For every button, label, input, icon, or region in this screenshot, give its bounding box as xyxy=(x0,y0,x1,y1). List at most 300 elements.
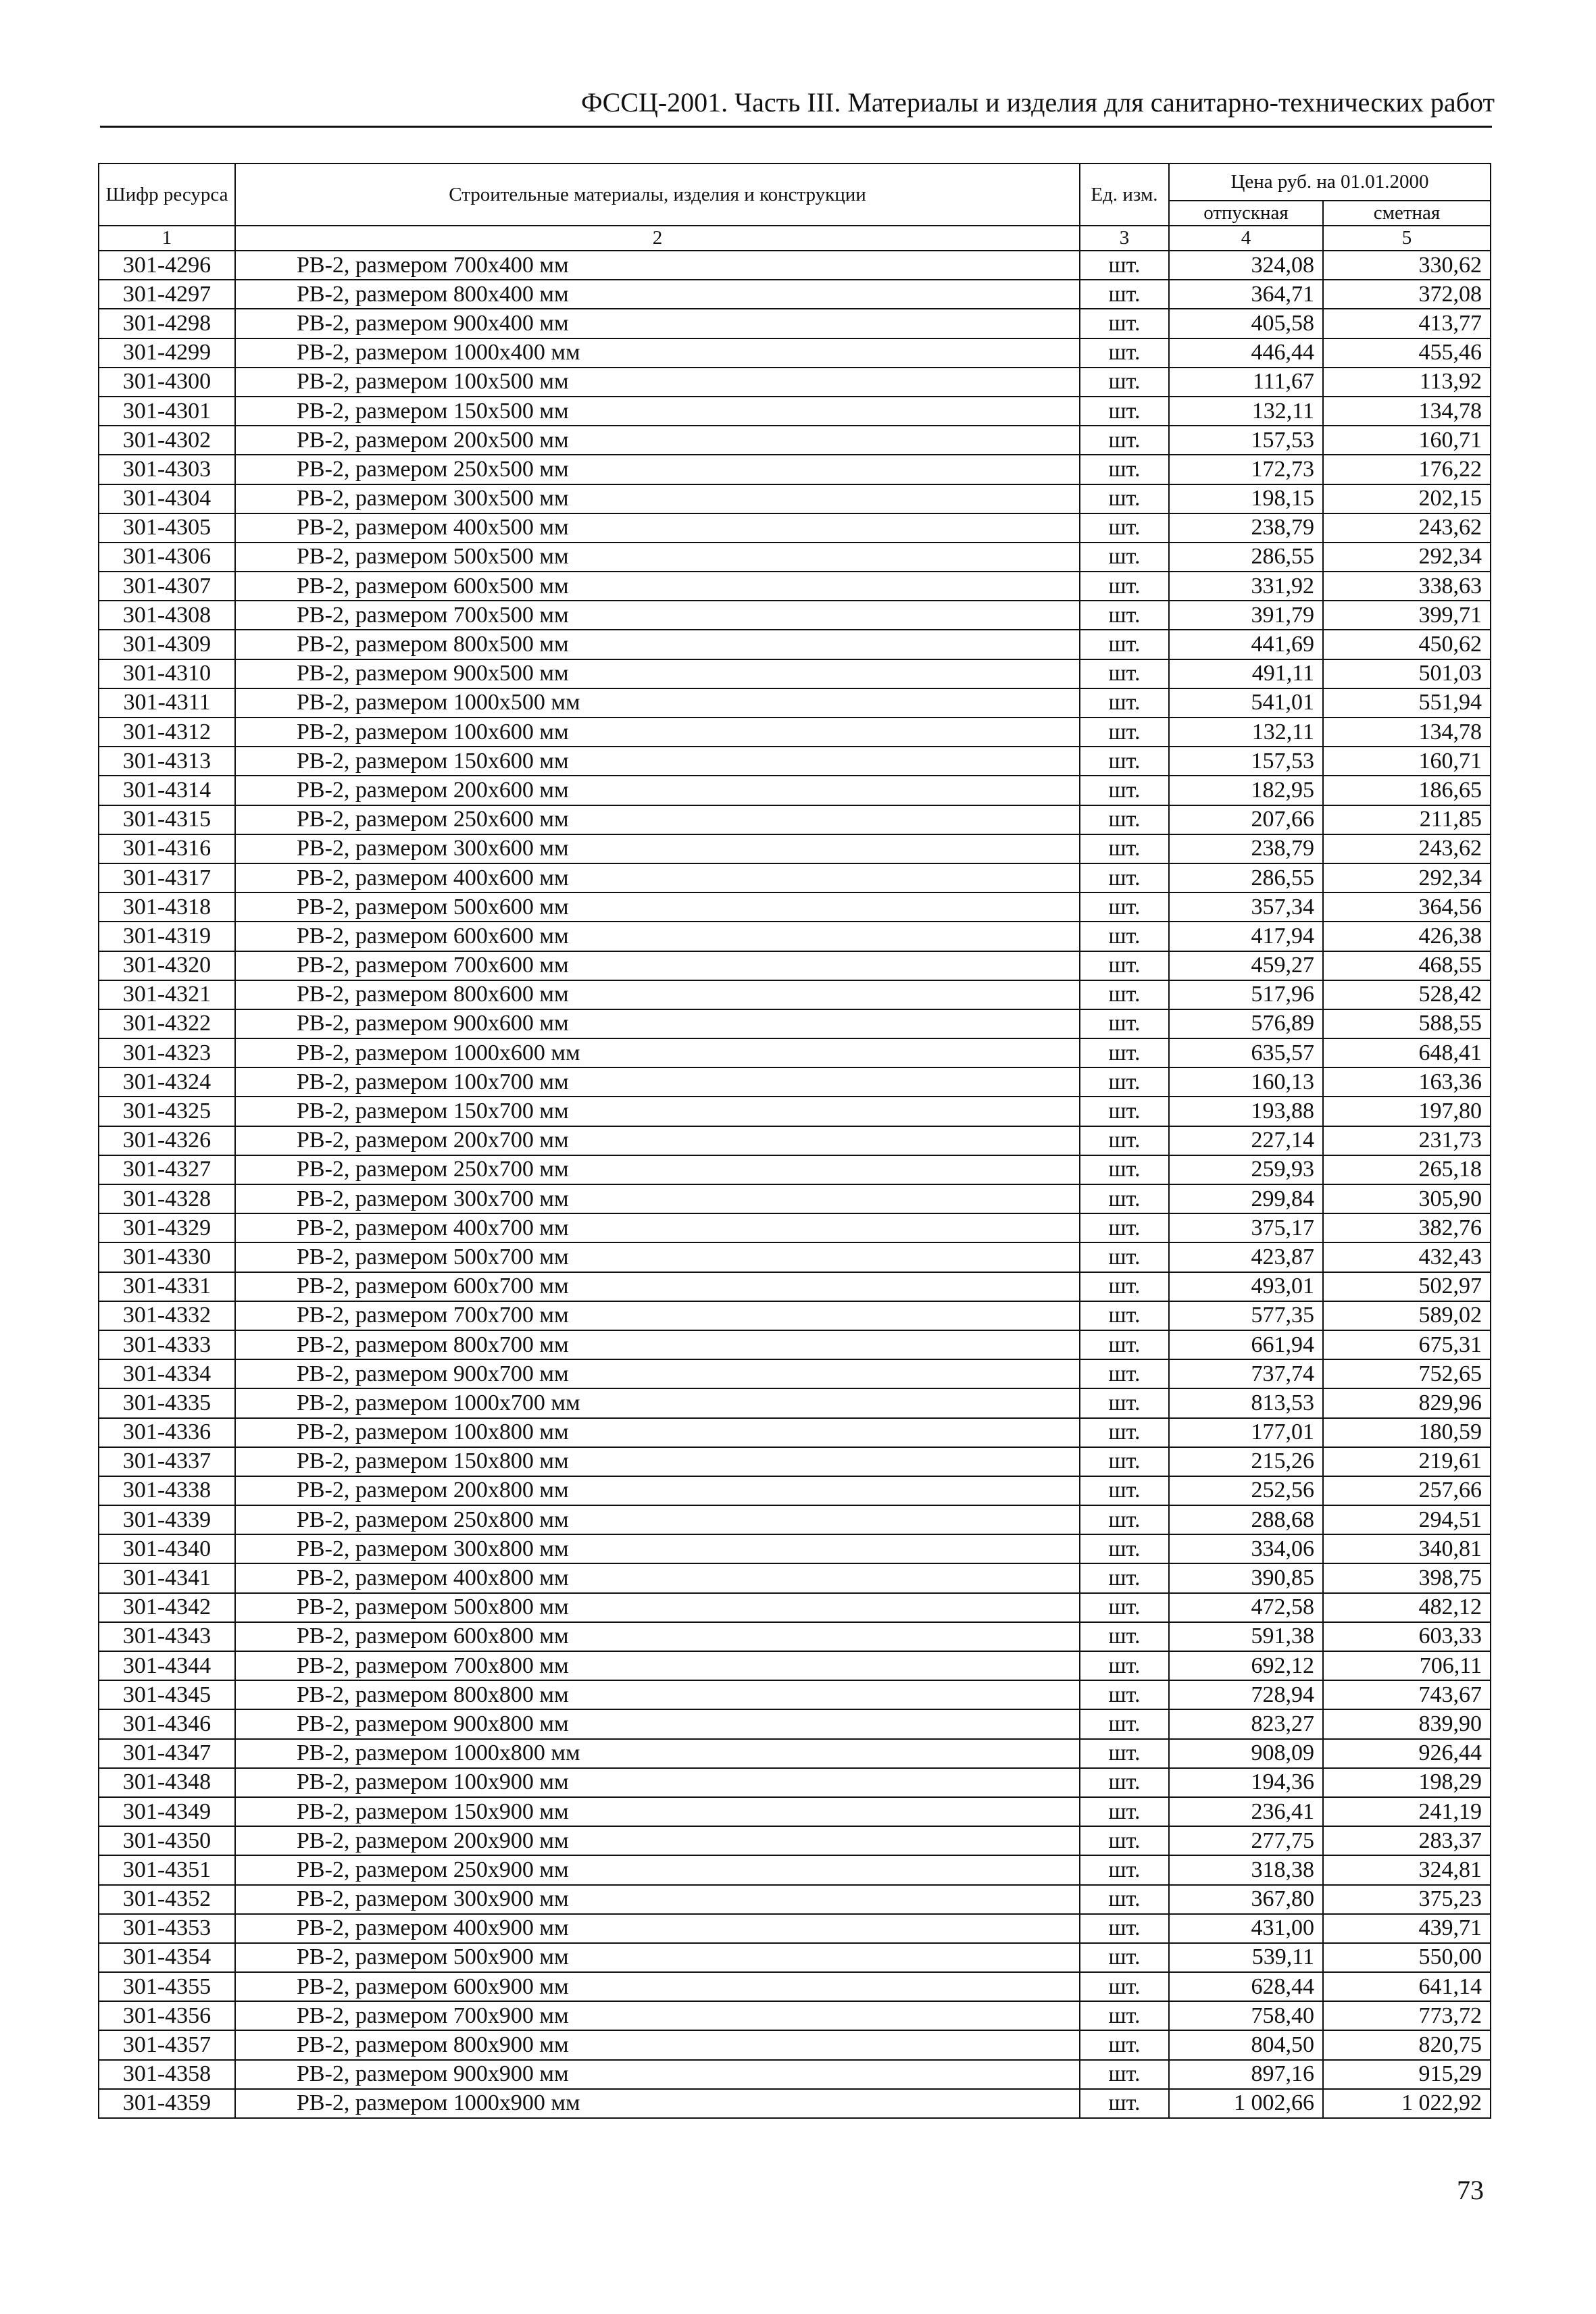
material-name-cell: РВ-2, размером 600х900 мм xyxy=(235,1972,1080,2001)
resource-code-cell: 301-4335 xyxy=(99,1388,235,1417)
release-price-cell: 182,95 xyxy=(1169,776,1323,805)
material-name-cell: РВ-2, размером 100х600 мм xyxy=(235,718,1080,747)
resource-code-cell: 301-4310 xyxy=(99,659,235,688)
resource-code-cell: 301-4340 xyxy=(99,1534,235,1563)
table-row xyxy=(99,2089,1491,2118)
estimate-price-cell: 1 022,92 xyxy=(1323,2089,1491,2118)
table-row xyxy=(99,368,1491,397)
release-price-cell: 111,67 xyxy=(1169,368,1323,397)
release-price-cell: 132,11 xyxy=(1169,397,1323,426)
unit-cell: шт. xyxy=(1080,1184,1169,1213)
resource-code-cell: 301-4334 xyxy=(99,1359,235,1388)
estimate-price-cell: 134,78 xyxy=(1323,397,1491,426)
unit-cell: шт. xyxy=(1080,2089,1169,2118)
page-number: 73 xyxy=(1457,2175,1484,2205)
resource-code-cell: 301-4313 xyxy=(99,747,235,776)
table-row xyxy=(99,1213,1491,1242)
estimate-price-cell: 752,65 xyxy=(1323,1359,1491,1388)
resource-code-cell: 301-4345 xyxy=(99,1680,235,1709)
estimate-price-cell: 243,62 xyxy=(1323,834,1491,863)
release-price-cell: 635,57 xyxy=(1169,1038,1323,1067)
material-name-cell: РВ-2, размером 100х900 мм xyxy=(235,1768,1080,1797)
table-row xyxy=(99,2030,1491,2059)
table-row xyxy=(99,1563,1491,1592)
unit-cell: шт. xyxy=(1080,1709,1169,1738)
material-name-cell: РВ-2, размером 900х800 мм xyxy=(235,1709,1080,1738)
estimate-price-cell: 603,33 xyxy=(1323,1622,1491,1651)
unit-cell: шт. xyxy=(1080,688,1169,718)
material-name-cell: РВ-2, размером 200х600 мм xyxy=(235,776,1080,805)
estimate-price-cell: 439,71 xyxy=(1323,1914,1491,1943)
release-price-cell: 1 002,66 xyxy=(1169,2089,1323,2118)
material-name-cell: РВ-2, размером 150х800 мм xyxy=(235,1447,1080,1476)
estimate-price-cell: 426,38 xyxy=(1323,922,1491,951)
table-row xyxy=(99,1680,1491,1709)
release-price-cell: 405,58 xyxy=(1169,309,1323,338)
material-name-cell: РВ-2, размером 1000х500 мм xyxy=(235,688,1080,718)
release-price-cell: 172,73 xyxy=(1169,455,1323,484)
table-row xyxy=(99,513,1491,543)
estimate-price-cell: 211,85 xyxy=(1323,805,1491,834)
release-price-cell: 541,01 xyxy=(1169,688,1323,718)
table-row xyxy=(99,892,1491,922)
table-row xyxy=(99,1330,1491,1359)
table-row xyxy=(99,280,1491,309)
estimate-price-cell: 641,14 xyxy=(1323,1972,1491,2001)
table-row xyxy=(99,2060,1491,2089)
material-name-cell: РВ-2, размером 250х700 мм xyxy=(235,1155,1080,1184)
header-name: Строительные материалы, изделия и конструкции xyxy=(235,164,1080,226)
release-price-cell: 277,75 xyxy=(1169,1826,1323,1855)
release-price-cell: 577,35 xyxy=(1169,1301,1323,1330)
resource-code-cell: 301-4321 xyxy=(99,980,235,1009)
table-row xyxy=(99,1067,1491,1097)
resource-code-cell: 301-4305 xyxy=(99,513,235,543)
table-row xyxy=(99,951,1491,980)
resource-code-cell: 301-4349 xyxy=(99,1797,235,1826)
estimate-price-cell: 241,19 xyxy=(1323,1797,1491,1826)
table-row xyxy=(99,1242,1491,1272)
resource-code-cell: 301-4357 xyxy=(99,2030,235,2059)
unit-cell: шт. xyxy=(1080,1680,1169,1709)
estimate-price-cell: 292,34 xyxy=(1323,543,1491,572)
material-name-cell: РВ-2, размером 500х700 мм xyxy=(235,1242,1080,1272)
unit-cell: шт. xyxy=(1080,251,1169,280)
resource-code-cell: 301-4320 xyxy=(99,951,235,980)
unit-cell: шт. xyxy=(1080,1126,1169,1155)
unit-cell: шт. xyxy=(1080,1826,1169,1855)
estimate-price-cell: 588,55 xyxy=(1323,1009,1491,1038)
unit-cell: шт. xyxy=(1080,1768,1169,1797)
estimate-price-cell: 338,63 xyxy=(1323,572,1491,601)
resource-code-cell: 301-4353 xyxy=(99,1914,235,1943)
unit-cell: шт. xyxy=(1080,513,1169,543)
estimate-price-cell: 839,90 xyxy=(1323,1709,1491,1738)
estimate-price-cell: 160,71 xyxy=(1323,747,1491,776)
unit-cell: шт. xyxy=(1080,280,1169,309)
material-name-cell: РВ-2, размером 250х600 мм xyxy=(235,805,1080,834)
release-price-cell: 431,00 xyxy=(1169,1914,1323,1943)
table-row xyxy=(99,1009,1491,1038)
release-price-cell: 375,17 xyxy=(1169,1213,1323,1242)
estimate-price-cell: 294,51 xyxy=(1323,1505,1491,1534)
estimate-price-cell: 829,96 xyxy=(1323,1388,1491,1417)
resource-code-cell: 301-4333 xyxy=(99,1330,235,1359)
resource-code-cell: 301-4324 xyxy=(99,1067,235,1097)
resource-code-cell: 301-4298 xyxy=(99,309,235,338)
resource-code-cell: 301-4332 xyxy=(99,1301,235,1330)
header-unit: Ед. изм. xyxy=(1080,164,1169,226)
estimate-price-cell: 589,02 xyxy=(1323,1301,1491,1330)
resource-code-cell: 301-4304 xyxy=(99,484,235,513)
material-name-cell: РВ-2, размером 400х500 мм xyxy=(235,513,1080,543)
unit-cell: шт. xyxy=(1080,1009,1169,1038)
release-price-cell: 493,01 xyxy=(1169,1272,1323,1301)
unit-cell: шт. xyxy=(1080,1885,1169,1914)
estimate-price-cell: 468,55 xyxy=(1323,951,1491,980)
material-name-cell: РВ-2, размером 300х600 мм xyxy=(235,834,1080,863)
release-price-cell: 367,80 xyxy=(1169,1885,1323,1914)
release-price-cell: 823,27 xyxy=(1169,1709,1323,1738)
estimate-price-cell: 743,67 xyxy=(1323,1680,1491,1709)
unit-cell: шт. xyxy=(1080,1797,1169,1826)
release-price-cell: 194,36 xyxy=(1169,1768,1323,1797)
resource-code-cell: 301-4308 xyxy=(99,601,235,630)
table-body xyxy=(99,251,1491,2118)
material-name-cell: РВ-2, размером 900х600 мм xyxy=(235,1009,1080,1038)
unit-cell: шт. xyxy=(1080,397,1169,426)
estimate-price-cell: 372,08 xyxy=(1323,280,1491,309)
resource-code-cell: 301-4300 xyxy=(99,368,235,397)
column-number: 3 xyxy=(1080,226,1169,251)
release-price-cell: 390,85 xyxy=(1169,1563,1323,1592)
unit-cell: шт. xyxy=(1080,863,1169,892)
unit-cell: шт. xyxy=(1080,2001,1169,2030)
estimate-price-cell: 330,62 xyxy=(1323,251,1491,280)
estimate-price-cell: 773,72 xyxy=(1323,2001,1491,2030)
release-price-cell: 423,87 xyxy=(1169,1242,1323,1272)
estimate-price-cell: 163,36 xyxy=(1323,1067,1491,1097)
table-row xyxy=(99,572,1491,601)
estimate-price-cell: 926,44 xyxy=(1323,1739,1491,1768)
release-price-cell: 238,79 xyxy=(1169,513,1323,543)
column-number: 5 xyxy=(1323,226,1491,251)
release-price-cell: 517,96 xyxy=(1169,980,1323,1009)
release-price-cell: 286,55 xyxy=(1169,543,1323,572)
unit-cell: шт. xyxy=(1080,630,1169,659)
table-row xyxy=(99,980,1491,1009)
table-row xyxy=(99,309,1491,338)
material-name-cell: РВ-2, размером 300х700 мм xyxy=(235,1184,1080,1213)
release-price-cell: 227,14 xyxy=(1169,1126,1323,1155)
material-name-cell: РВ-2, размером 150х600 мм xyxy=(235,747,1080,776)
table-row xyxy=(99,863,1491,892)
resource-code-cell: 301-4339 xyxy=(99,1505,235,1534)
resource-code-cell: 301-4347 xyxy=(99,1739,235,1768)
material-name-cell: РВ-2, размером 200х900 мм xyxy=(235,1826,1080,1855)
resource-code-cell: 301-4301 xyxy=(99,397,235,426)
release-price-cell: 157,53 xyxy=(1169,747,1323,776)
table-row xyxy=(99,1097,1491,1126)
material-name-cell: РВ-2, размером 900х900 мм xyxy=(235,2060,1080,2089)
estimate-price-cell: 292,34 xyxy=(1323,863,1491,892)
release-price-cell: 728,94 xyxy=(1169,1680,1323,1709)
material-name-cell: РВ-2, размером 600х600 мм xyxy=(235,922,1080,951)
unit-cell: шт. xyxy=(1080,1155,1169,1184)
resource-code-cell: 301-4336 xyxy=(99,1418,235,1447)
material-name-cell: РВ-2, размером 300х500 мм xyxy=(235,484,1080,513)
resource-code-cell: 301-4358 xyxy=(99,2060,235,2089)
unit-cell: шт. xyxy=(1080,455,1169,484)
unit-cell: шт. xyxy=(1080,1972,1169,2001)
table-row xyxy=(99,1272,1491,1301)
resource-code-cell: 301-4323 xyxy=(99,1038,235,1067)
resource-code-cell: 301-4328 xyxy=(99,1184,235,1213)
estimate-price-cell: 399,71 xyxy=(1323,601,1491,630)
table-row xyxy=(99,1855,1491,1884)
unit-cell: шт. xyxy=(1080,1242,1169,1272)
unit-cell: шт. xyxy=(1080,718,1169,747)
estimate-price-cell: 375,23 xyxy=(1323,1885,1491,1914)
estimate-price-cell: 648,41 xyxy=(1323,1038,1491,1067)
release-price-cell: 177,01 xyxy=(1169,1418,1323,1447)
unit-cell: шт. xyxy=(1080,2060,1169,2089)
unit-cell: шт. xyxy=(1080,1651,1169,1680)
column-number: 2 xyxy=(235,226,1080,251)
material-name-cell: РВ-2, размером 150х700 мм xyxy=(235,1097,1080,1126)
material-name-cell: РВ-2, размером 800х600 мм xyxy=(235,980,1080,1009)
estimate-price-cell: 113,92 xyxy=(1323,368,1491,397)
resource-code-cell: 301-4307 xyxy=(99,572,235,601)
unit-cell: шт. xyxy=(1080,892,1169,922)
table-row xyxy=(99,1885,1491,1914)
estimate-price-cell: 219,61 xyxy=(1323,1447,1491,1476)
unit-cell: шт. xyxy=(1080,1563,1169,1592)
release-price-cell: 160,13 xyxy=(1169,1067,1323,1097)
estimate-price-cell: 413,77 xyxy=(1323,309,1491,338)
table-row xyxy=(99,1505,1491,1534)
unit-cell: шт. xyxy=(1080,980,1169,1009)
unit-cell: шт. xyxy=(1080,1330,1169,1359)
material-name-cell: РВ-2, размером 100х500 мм xyxy=(235,368,1080,397)
table-row xyxy=(99,1359,1491,1388)
resource-code-cell: 301-4344 xyxy=(99,1651,235,1680)
material-name-cell: РВ-2, размером 400х700 мм xyxy=(235,1213,1080,1242)
unit-cell: шт. xyxy=(1080,922,1169,951)
material-name-cell: РВ-2, размером 300х800 мм xyxy=(235,1534,1080,1563)
estimate-price-cell: 450,62 xyxy=(1323,630,1491,659)
resource-code-cell: 301-4352 xyxy=(99,1885,235,1914)
release-price-cell: 132,11 xyxy=(1169,718,1323,747)
estimate-price-cell: 501,03 xyxy=(1323,659,1491,688)
release-price-cell: 539,11 xyxy=(1169,1943,1323,1972)
material-name-cell: РВ-2, размером 400х800 мм xyxy=(235,1563,1080,1592)
material-name-cell: РВ-2, размером 700х900 мм xyxy=(235,2001,1080,2030)
table-row xyxy=(99,688,1491,718)
unit-cell: шт. xyxy=(1080,368,1169,397)
table-row xyxy=(99,251,1491,280)
unit-cell: шт. xyxy=(1080,601,1169,630)
resource-code-cell: 301-4316 xyxy=(99,834,235,863)
release-price-cell: 591,38 xyxy=(1169,1622,1323,1651)
unit-cell: шт. xyxy=(1080,805,1169,834)
release-price-cell: 391,79 xyxy=(1169,601,1323,630)
release-price-cell: 259,93 xyxy=(1169,1155,1323,1184)
unit-cell: шт. xyxy=(1080,1447,1169,1476)
resource-code-cell: 301-4331 xyxy=(99,1272,235,1301)
table-row xyxy=(99,1418,1491,1447)
release-price-cell: 215,26 xyxy=(1169,1447,1323,1476)
material-name-cell: РВ-2, размером 250х500 мм xyxy=(235,455,1080,484)
estimate-price-cell: 675,31 xyxy=(1323,1330,1491,1359)
resource-code-cell: 301-4306 xyxy=(99,543,235,572)
resource-code-cell: 301-4327 xyxy=(99,1155,235,1184)
resource-code-cell: 301-4356 xyxy=(99,2001,235,2030)
resource-code-cell: 301-4346 xyxy=(99,1709,235,1738)
release-price-cell: 737,74 xyxy=(1169,1359,1323,1388)
table-row xyxy=(99,1447,1491,1476)
estimate-price-cell: 550,00 xyxy=(1323,1943,1491,1972)
material-name-cell: РВ-2, размером 700х800 мм xyxy=(235,1651,1080,1680)
release-price-cell: 446,44 xyxy=(1169,338,1323,368)
release-price-cell: 324,08 xyxy=(1169,251,1323,280)
resource-code-cell: 301-4343 xyxy=(99,1622,235,1651)
unit-cell: шт. xyxy=(1080,1418,1169,1447)
estimate-price-cell: 432,43 xyxy=(1323,1242,1491,1272)
resource-code-cell: 301-4330 xyxy=(99,1242,235,1272)
resource-code-cell: 301-4341 xyxy=(99,1563,235,1592)
release-price-cell: 236,41 xyxy=(1169,1797,1323,1826)
material-name-cell: РВ-2, размером 600х800 мм xyxy=(235,1622,1080,1651)
material-name-cell: РВ-2, размером 800х500 мм xyxy=(235,630,1080,659)
unit-cell: шт. xyxy=(1080,1301,1169,1330)
price-table xyxy=(98,163,1491,2119)
estimate-price-cell: 820,75 xyxy=(1323,2030,1491,2059)
release-price-cell: 198,15 xyxy=(1169,484,1323,513)
unit-cell: шт. xyxy=(1080,2030,1169,2059)
material-name-cell: РВ-2, размером 700х600 мм xyxy=(235,951,1080,980)
release-price-cell: 628,44 xyxy=(1169,1972,1323,2001)
unit-cell: шт. xyxy=(1080,1593,1169,1622)
estimate-price-cell: 186,65 xyxy=(1323,776,1491,805)
table-row xyxy=(99,1739,1491,1768)
unit-cell: шт. xyxy=(1080,1388,1169,1417)
table-row xyxy=(99,1301,1491,1330)
material-name-cell: РВ-2, размером 150х900 мм xyxy=(235,1797,1080,1826)
table-row xyxy=(99,1184,1491,1213)
unit-cell: шт. xyxy=(1080,426,1169,455)
estimate-price-cell: 160,71 xyxy=(1323,426,1491,455)
release-price-cell: 299,84 xyxy=(1169,1184,1323,1213)
table-row xyxy=(99,338,1491,368)
unit-cell: шт. xyxy=(1080,309,1169,338)
table-row xyxy=(99,1476,1491,1505)
resource-code-cell: 301-4296 xyxy=(99,251,235,280)
table-row xyxy=(99,747,1491,776)
unit-cell: шт. xyxy=(1080,1038,1169,1067)
material-name-cell: РВ-2, размером 900х400 мм xyxy=(235,309,1080,338)
unit-cell: шт. xyxy=(1080,1097,1169,1126)
resource-code-cell: 301-4318 xyxy=(99,892,235,922)
unit-cell: шт. xyxy=(1080,338,1169,368)
release-price-cell: 758,40 xyxy=(1169,2001,1323,2030)
material-name-cell: РВ-2, размером 500х500 мм xyxy=(235,543,1080,572)
table-row xyxy=(99,455,1491,484)
material-name-cell: РВ-2, размером 100х800 мм xyxy=(235,1418,1080,1447)
material-name-cell: РВ-2, размером 250х900 мм xyxy=(235,1855,1080,1884)
estimate-price-cell: 706,11 xyxy=(1323,1651,1491,1680)
resource-code-cell: 301-4312 xyxy=(99,718,235,747)
material-name-cell: РВ-2, размером 500х600 мм xyxy=(235,892,1080,922)
material-name-cell: РВ-2, размером 300х900 мм xyxy=(235,1885,1080,1914)
release-price-cell: 193,88 xyxy=(1169,1097,1323,1126)
resource-code-cell: 301-4319 xyxy=(99,922,235,951)
resource-code-cell: 301-4326 xyxy=(99,1126,235,1155)
material-name-cell: РВ-2, размером 1000х800 мм xyxy=(235,1739,1080,1768)
estimate-price-cell: 340,81 xyxy=(1323,1534,1491,1563)
table-row xyxy=(99,922,1491,951)
page-header-title: ФССЦ-2001. Часть III. Материалы и изделия для санитарно-технических работ xyxy=(581,87,1495,118)
resource-code-cell: 301-4342 xyxy=(99,1593,235,1622)
material-name-cell: РВ-2, размером 800х900 мм xyxy=(235,2030,1080,2059)
estimate-price-cell: 257,66 xyxy=(1323,1476,1491,1505)
table-row xyxy=(99,1972,1491,2001)
resource-code-cell: 301-4314 xyxy=(99,776,235,805)
resource-code-cell: 301-4303 xyxy=(99,455,235,484)
release-price-cell: 318,38 xyxy=(1169,1855,1323,1884)
resource-code-cell: 301-4337 xyxy=(99,1447,235,1476)
material-name-cell: РВ-2, размером 100х700 мм xyxy=(235,1067,1080,1097)
table-row xyxy=(99,484,1491,513)
table-row xyxy=(99,1826,1491,1855)
estimate-price-cell: 243,62 xyxy=(1323,513,1491,543)
release-price-cell: 813,53 xyxy=(1169,1388,1323,1417)
header-divider xyxy=(100,126,1492,128)
material-name-cell: РВ-2, размером 200х700 мм xyxy=(235,1126,1080,1155)
resource-code-cell: 301-4299 xyxy=(99,338,235,368)
estimate-price-cell: 324,81 xyxy=(1323,1855,1491,1884)
estimate-price-cell: 198,29 xyxy=(1323,1768,1491,1797)
material-name-cell: РВ-2, размером 700х500 мм xyxy=(235,601,1080,630)
release-price-cell: 804,50 xyxy=(1169,2030,1323,2059)
header-price: Цена руб. на 01.01.2000 xyxy=(1169,164,1491,201)
header-code: Шифр ресурса xyxy=(99,164,235,226)
estimate-price-cell: 176,22 xyxy=(1323,455,1491,484)
unit-cell: шт. xyxy=(1080,1505,1169,1534)
estimate-price-cell: 528,42 xyxy=(1323,980,1491,1009)
release-price-cell: 288,68 xyxy=(1169,1505,1323,1534)
release-price-cell: 692,12 xyxy=(1169,1651,1323,1680)
table-row xyxy=(99,718,1491,747)
table-row xyxy=(99,1388,1491,1417)
release-price-cell: 357,34 xyxy=(1169,892,1323,922)
table-row xyxy=(99,1155,1491,1184)
release-price-cell: 286,55 xyxy=(1169,863,1323,892)
resource-code-cell: 301-4355 xyxy=(99,1972,235,2001)
estimate-price-cell: 502,97 xyxy=(1323,1272,1491,1301)
material-name-cell: РВ-2, размером 400х900 мм xyxy=(235,1914,1080,1943)
release-price-cell: 334,06 xyxy=(1169,1534,1323,1563)
unit-cell: шт. xyxy=(1080,1213,1169,1242)
table-row xyxy=(99,397,1491,426)
release-price-cell: 417,94 xyxy=(1169,922,1323,951)
table-row xyxy=(99,834,1491,863)
table-row xyxy=(99,1797,1491,1826)
estimate-price-cell: 180,59 xyxy=(1323,1418,1491,1447)
material-name-cell: РВ-2, размером 900х500 мм xyxy=(235,659,1080,688)
resource-code-cell: 301-4354 xyxy=(99,1943,235,1972)
resource-code-cell: 301-4351 xyxy=(99,1855,235,1884)
